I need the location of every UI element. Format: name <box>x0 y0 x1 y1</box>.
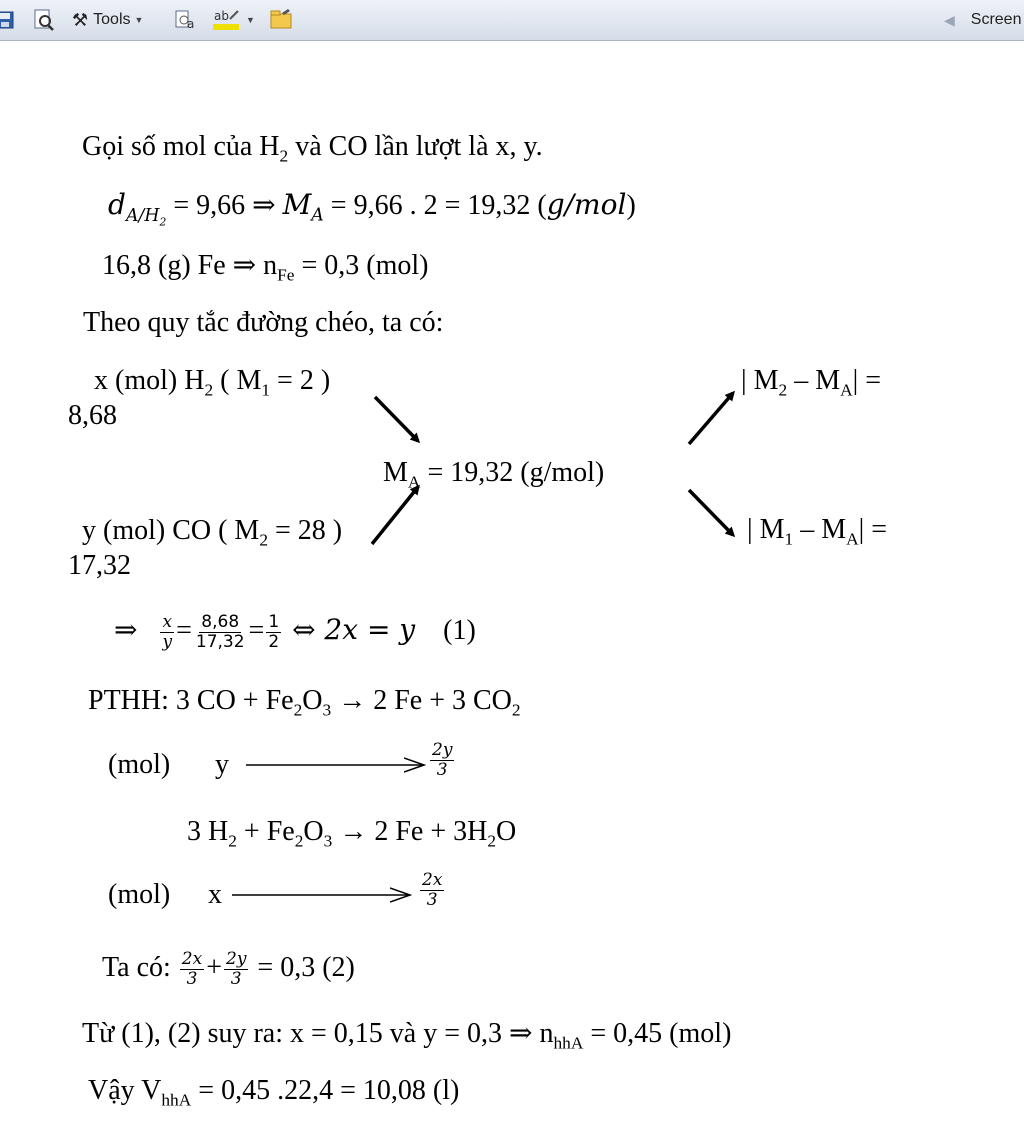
line-conclusion: Từ (1), (2) suy ra: x = 0,15 và y = 0,3 ⇒ $n_{hhA} = 0,45$ (mol) <box>82 1018 732 1053</box>
arrow-top-right <box>689 393 733 444</box>
diagram-center: $M_A = 19,32$ (g/mol) <box>383 457 605 492</box>
save-icon[interactable] <box>0 0 16 40</box>
tools-menu[interactable] <box>72 0 143 40</box>
arrow-top-left <box>375 397 418 441</box>
diagram-left-bottom: y (mol) CO ( $M_2 = 28$ ) <box>82 515 343 550</box>
mol-x-fraction: $\frac{2x}{3}$ <box>422 870 443 910</box>
chevron-down-icon: ▼ <box>246 15 255 25</box>
document-page <box>0 41 1024 1133</box>
line-intro: Gọi số mol của $H_2$ và CO lần lượt là x, y. <box>82 131 543 166</box>
fraction-868-1732: $\frac{8,68}{17,32}$ <box>195 612 245 653</box>
screen-label: Screen <box>970 11 1022 28</box>
highlight-icon[interactable] <box>212 0 255 40</box>
line-pthh-h2: 3 $H_2 + Fe_2O_3 \to 2$ $Fe + 3H_2O$ <box>187 816 517 851</box>
print-preview-icon[interactable] <box>32 0 56 40</box>
diagram-right-top: | $M_2 - M_A|$ = <box>741 365 882 400</box>
mol-y-fraction: $\frac{2y}{3}$ <box>432 740 453 780</box>
chevron-left-icon: ◀ <box>944 11 955 28</box>
diagram-left-top-value: 8,68 <box>68 400 117 431</box>
chevron-down-icon: ▼ <box>134 15 144 25</box>
line-fe: 16,8 (g) Fe ⇒ $n_{Fe} = 0,3$ (mol) <box>102 250 429 285</box>
mol-y-var: y <box>215 749 229 780</box>
screen-nav[interactable] <box>944 0 1021 40</box>
folder-note-icon[interactable] <box>268 0 296 40</box>
diagram-left-top: x (mol) $H_2$ ( $M_1 = 2$ ) <box>94 365 331 400</box>
svg-text:ab: ab <box>214 9 229 23</box>
svg-text:a: a <box>187 17 195 31</box>
line-volume: Vậy $V_{hhA} = 0,45$ .22,4 = 10,08 (l) <box>88 1075 460 1110</box>
arrow-bottom-right <box>689 490 733 535</box>
line-rule: Theo quy tắc đường chéo, ta có: <box>83 307 444 338</box>
fraction-x-y: $\frac{x}{y}$ <box>162 612 173 653</box>
diagram-left-bottom-value: 17,32 <box>68 550 131 581</box>
line-ratio: ⇒ $\frac{x}{y}$ = $\frac{8,68}{17,32}$ = $\frac{1}{2}$ ⇔ 2x = y (1) <box>114 612 476 653</box>
mol-x-var: x <box>208 879 222 910</box>
diagram-right-bottom: | $M_1 - M_A|$ = <box>747 514 888 549</box>
arrow-bottom-left <box>372 487 418 544</box>
toolbar <box>0 0 1024 41</box>
line-mol-y: (mol) <box>108 749 171 780</box>
tools-label: Tools <box>93 11 131 28</box>
line-pthh-co: PTHH: 3 CO + $Fe_2O_3 \to 2$ Fe + 3 $CO_2$ <box>88 685 521 720</box>
research-icon[interactable] <box>174 0 200 40</box>
fraction-1-2: $\frac{1}{2}$ <box>268 612 280 653</box>
tools-icon: ⚒ <box>72 9 89 30</box>
line-density: $d_{A/H_2} = 9,66$ ⇒ $M_A = 9,66$ . 2 = 19,32 (g/mol) <box>108 188 636 229</box>
line-mol-x: (mol) <box>108 879 171 910</box>
line-taco: Ta có: $\frac{2x}{3}$ + $\frac{2y}{3}$ = 0,3 (2) <box>102 949 355 990</box>
